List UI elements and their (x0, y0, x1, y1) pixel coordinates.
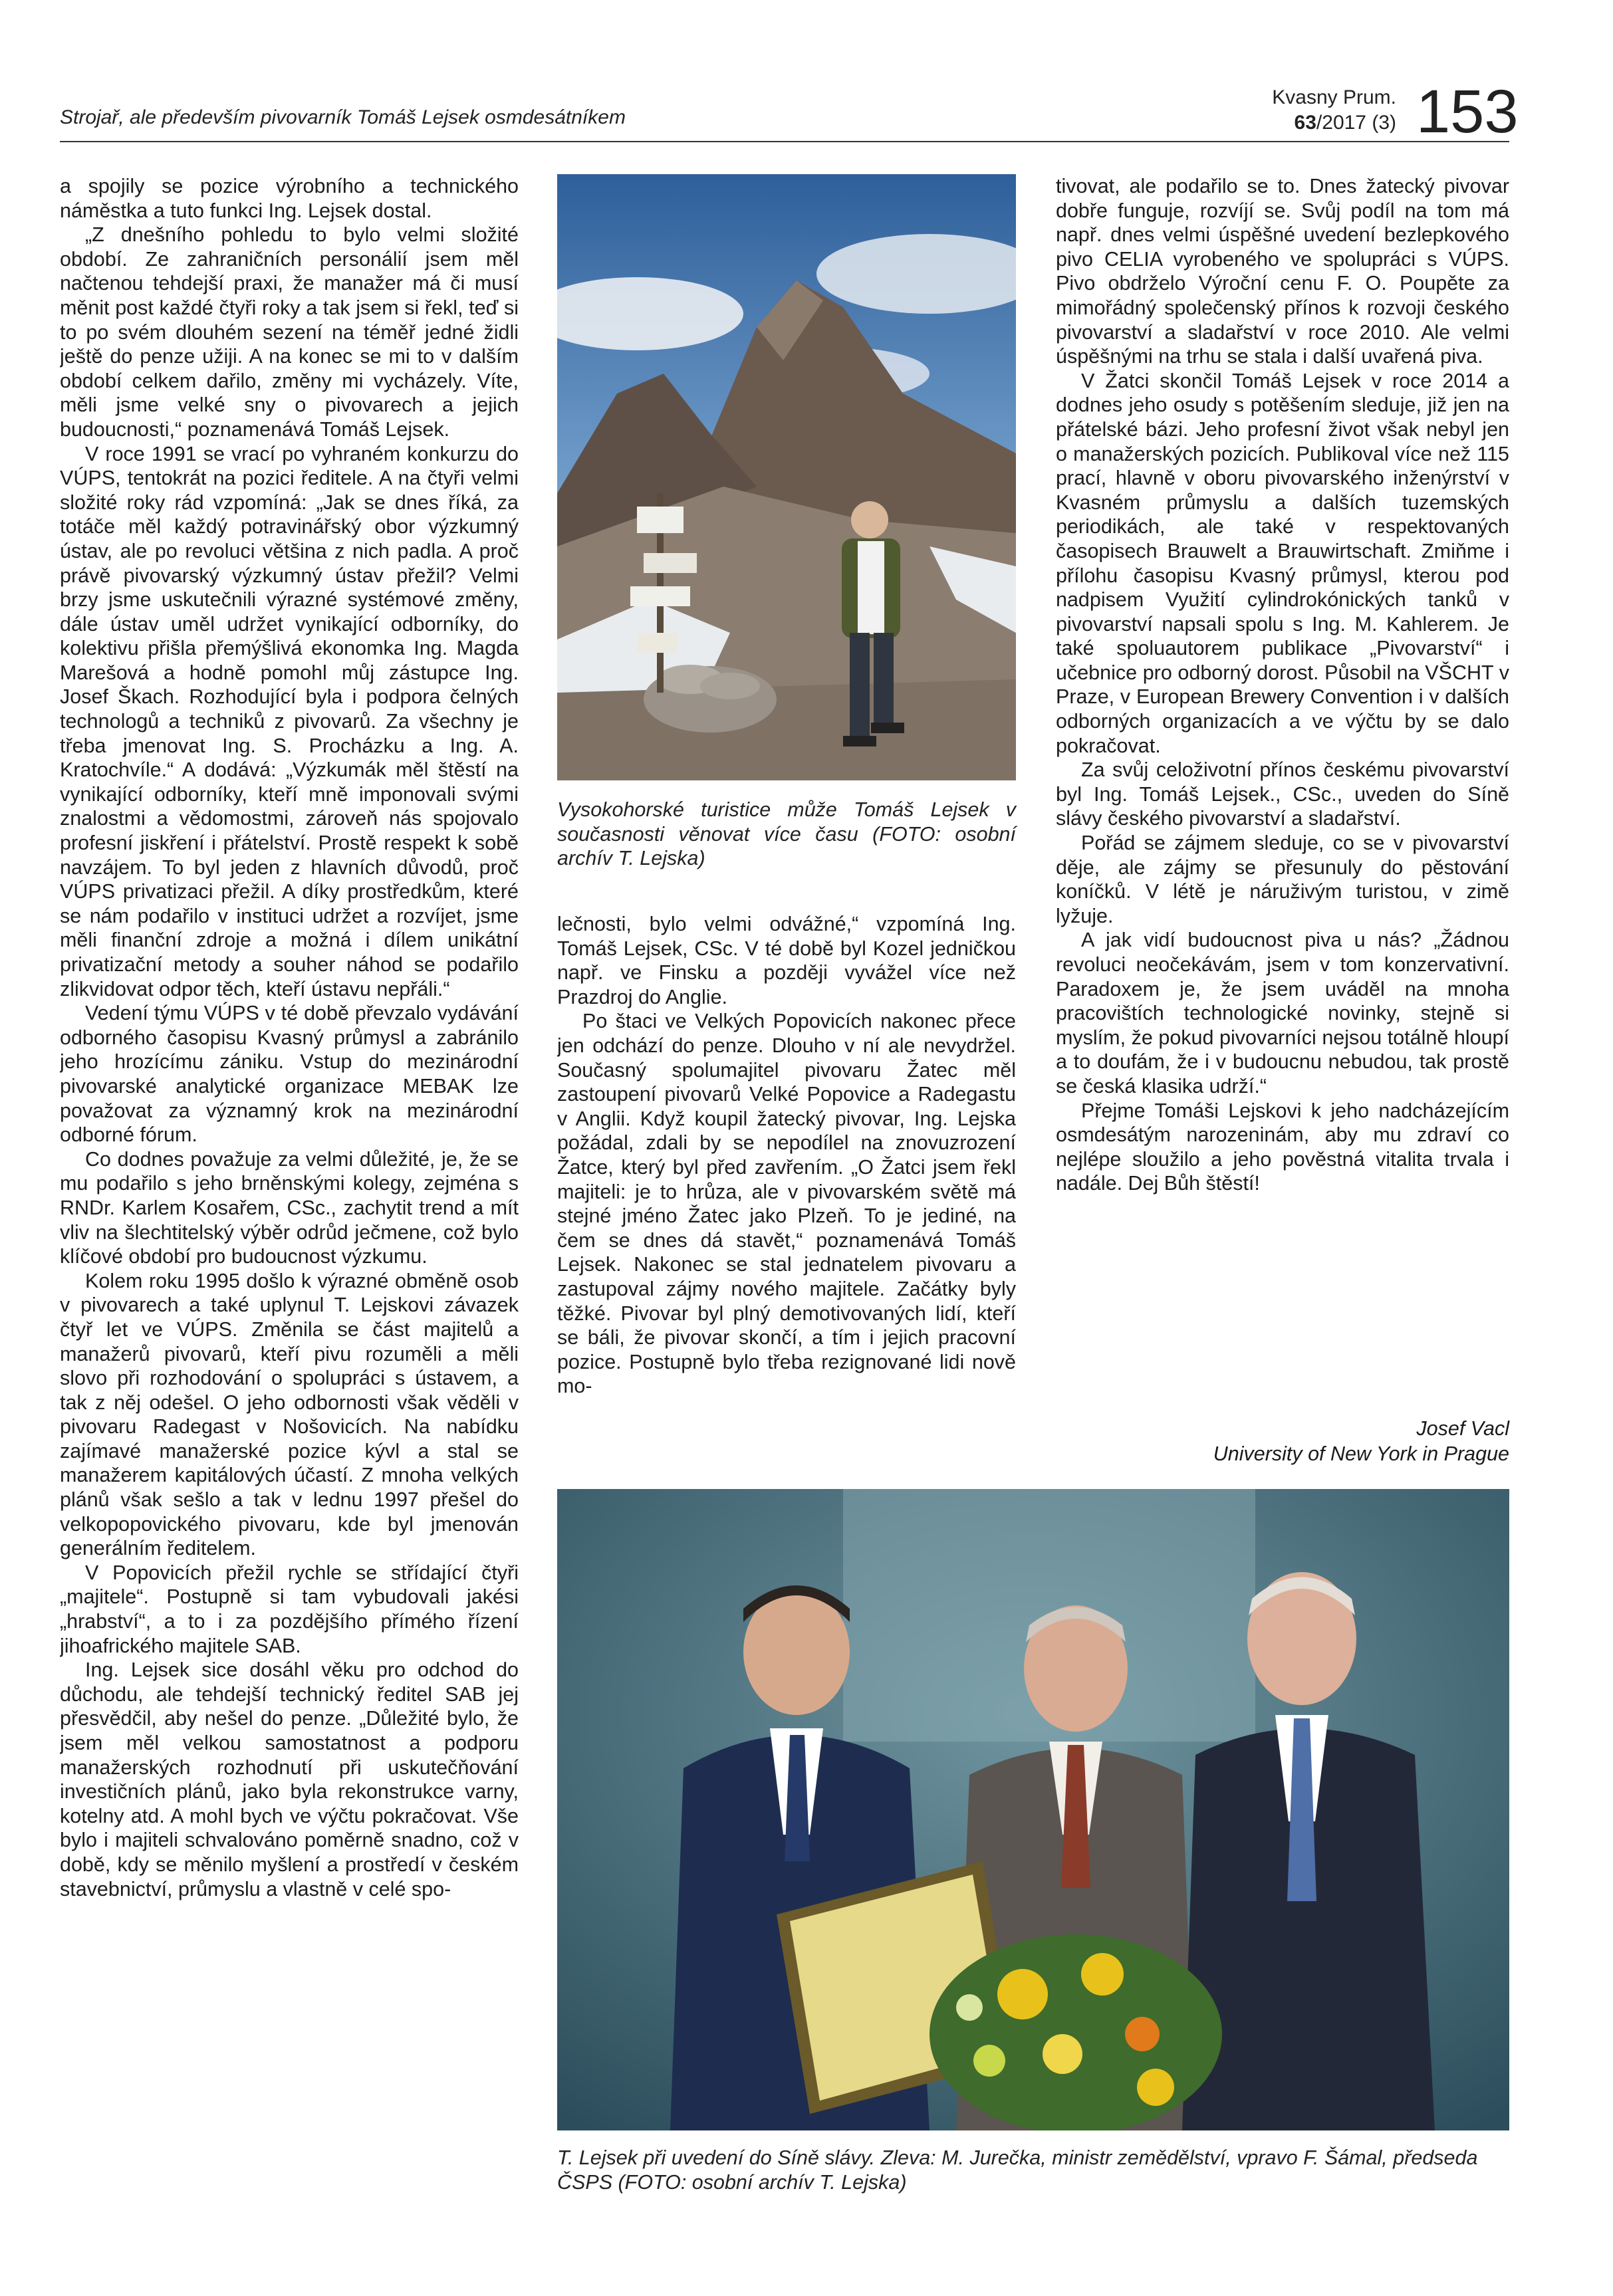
author-name: Josef Vacl (1416, 1417, 1509, 1440)
mountain-photo-illustration (557, 174, 1016, 780)
text-column-left (60, 174, 519, 2235)
paragraph: V roce 1991 se vrací po vyhraném konkurzu do VÚPS, tentokrát na pozici ředitele. A na čtyři velmi složité roky rád vzpomíná: „Jak se dnes říká, za totáče měl každý potravinářský obor výzkumný ústav, ale po revoluci většina z nich padla. A proč právě pivovarský výzkumný ústav přežil? Velmi brzy jsme uskutečnili výrazné systémové změny, dále ústav uměl udržet vynikající odborníky, do kolektivu přišla přemýšlivá ekonomka Ing. Magda Marešová a hodně pomohl můj zástupce Ing. Josef Škach. Rozhodující byla i podpora čelných technologů a techniků z pivovarů. Za všechny je třeba jmenovat Ing. S. Procházku a Ing. A. Kratochvíle.“ A dodává: „Výzkumák měl štěstí na vynikající odborníky, kteří mně imponovali svými znalostmi a vědomostmi, zároveň nás spojovalo profesní jiskření i přátelství. Prostě respekt k sobě navzájem. To byl jeden z hlavních důvodů, proč VÚPS privatizaci přežil. A díky prostředkům, které se nám podařilo v instituci udržet a rozvíjet, jsme měli finanční zdroje a možná i dílem unikátní privatizační metody a souher náhod se podařilo zlikvidovat odpor těch, kteří ústavu nepřáli.“ (60, 442, 519, 1000)
paragraph: A jak vidí budoucnost piva u nás? „Žádnou revoluci neočekávám, jsem v tom konzervativní. Paradoxem je, že jsem uváděl na mnoha pracovištích technologické novinky, stejně si myslím, že pokud pivovarníci nejsou totálně hloupí a to doufám, že i v budoucnu nebudou, tak prostě se česká klasika udrží.“ (1056, 929, 1509, 1097)
article-signature (1056, 1416, 1509, 1466)
page-number: 153 (1416, 78, 1519, 146)
text-column-right (1056, 174, 1509, 1417)
journal-issue-number: /2017 (3) (1316, 112, 1396, 134)
ceremony-photo-illustration (557, 1489, 1509, 2130)
paragraph: Vedení týmu VÚPS v té době převzalo vydávání odborného časopisu Kvasný průmysl a zabránilo jeho hrozícímu zániku. Vstup do mezinárodní pivovarské analytické organizace MEBAK lze považovat za významný krok na mezinárodní odborné fórum. (60, 1002, 519, 1147)
paragraph: V Žatci skončil Tomáš Lejsek v roce 2014 a dodnes jeho osudy s potěšením sleduje, již jen na přátelské bázi. Jeho profesní život však nebyl jen o manažerských pozicích. Publikoval více než 115 prací, hlavně v oboru pivovarského inženýrství v Kvasném průmyslu a dalších tuzemských periodikách, ale také v respektovaných časopisech Brauwelt a Brauwirtschaft. Zmiňme i přílohu časopisu Kvasný průmysl, kterou pod nadpisem Využití cylindrokónických tanků v pivovarství napsali spolu s Ing. M. Kahlerem. Je také spoluautorem publikace „Pivovarství“ i učebnice pro odborný dorost. Působil na VŠCHT v Praze, v European Brewery Convention i v dalších odborných organizacích a ve výčtu by se dalo pokračovat. (1056, 369, 1509, 757)
author-affiliation: University of New York in Prague (1213, 1442, 1509, 1465)
running-title: Strojař, ale především pivovarník Tomáš Lejsek osmdesátníkem (60, 106, 626, 128)
text-column-middle (557, 912, 1016, 1477)
paragraph: Pořád se zájmem sleduje, co se v pivovarství děje, ale zájmy se přesunuly do pěstování koníčků. V létě je náruživým turistou, v zimě lyžuje. (1056, 832, 1509, 927)
journal-reference (1197, 85, 1396, 136)
paragraph: Co dodnes považuje za velmi důležité, je, že se mu podařilo s jeho brněnskými kolegy, zejména s RNDr. Karlem Kosařem, CSc., zachytit trend a mít vliv na šlechtitelský výběr odrůd ječmene, což bylo klíčové období pro budoucnost výzkumu. (60, 1147, 519, 1268)
mountain-photo (557, 174, 1016, 780)
paragraph: Za svůj celoživotní přínos českému pivovarství byl Ing. Tomáš Lejsek., CSc., uveden do Síně slávy českého pivovarství a sladařství. (1056, 758, 1509, 830)
header-divider (60, 141, 1509, 142)
ceremony-photo (557, 1489, 1509, 2130)
journal-issue (1197, 110, 1396, 136)
paragraph: lečnosti, bylo velmi odvážné,“ vzpomíná Ing. Tomáš Lejsek, CSc. V té době byl Kozel jedničkou např. ve Finsku a později vyvážel více než Prazdroj do Anglie. (557, 913, 1016, 1008)
paragraph: „Z dnešního pohledu to bylo velmi složité období. Ze zahraničních personálií jsem měl načtenou tehdejší praxi, že manažer má či musí měnit post každé čtyři roky a tak jsem si řekl, teď si to po svém dlouhém sezení na téměř jedné židli ještě do penze užiji. A na konec se mi to v dalším období celkem dařilo, změny mi vycházely. Víte, měli jsme velké sny o pivovarech a jejich budoucnosti,“ poznamenává Tomáš Lejsek. (60, 223, 519, 441)
paragraph: tivovat, ale podařilo se to. Dnes žatecký pivovar dobře funguje, rozvíjí se. Svůj podíl na tom má např. dnes velmi úspěšné uvedení bezlepkového pivo CELIA vyrobeného ve spolupráci s VÚPS. Pivo obdrželo Výroční cenu F. O. Poupěte za mimořádný společenský přínos k rozvoji českého pivovarství a sladařství v roce 2010. Ale velmi úspěšnými na trhu se stala i další uvařená piva. (1056, 175, 1509, 368)
journal-volume: 63 (1294, 112, 1316, 134)
journal-name: Kvasny Prum. (1272, 86, 1396, 108)
paragraph: V Popovicích přežil rychle se střídající čtyři „majitele“. Postupně si tam vybudovali jakési „hrabství“, a to i za pozdějšího přímého řízení jihoafrického majitele SAB. (60, 1561, 519, 1657)
ceremony-photo-caption: T. Lejsek při uvedení do Síně slávy. Zleva: M. Jurečka, ministr zemědělství, vpravo F. Šámal, předseda ČSPS (FOTO: osobní archív T. Lejska) (557, 2146, 1478, 2194)
mountain-photo-caption: Vysokohorské turistice může Tomáš Lejsek v současnosti věnovat více času (FOTO: osobní archív T. Lejska) (557, 798, 1016, 870)
paragraph: Kolem roku 1995 došlo k výrazné obměně osob v pivovarech a také uplynul T. Lejskovi závazek čtyř let ve VÚPS. Změnila se část majitelů a manažerů pivovarů, kteří pivu rozuměli a měli slovo při rozhodování o spolupráci s ústavem, a tak z něj odešel. O jeho odbornosti však věděli v pivovaru Radegast v Nošovicích. Na nabídku zajímavé manažerské pozice kývl a stal se manažerem kapitálových účastí. Z mnoha velkých plánů však sešlo a tak v lednu 1997 přešel do velkopopovického pivovaru, kde byl jmenován generálním ředitelem. (60, 1269, 519, 1560)
paragraph: Po štaci ve Velkých Popovicích nakonec přece jen odchází do penze. Dlouho v ní ale nevydržel. Současný spolumajitel pivovaru Žatec měl zastoupení pivovarů Velké Popovice a Radegastu v Anglii. Když koupil žatecký pivovar, Ing. Lejska požádal, zdali by se nepodílel na znovuzrození Žatce, který byl před zavřením. „O Žatci jsem řekl majiteli: je to hrůza, ale v pivovarském světě má stejné jméno Žatec jako Plzeň. To je jediné, na čem se dnes dá stavět,“ poznamenává Tomáš Lejsek. Nakonec se stal jednatelem pivovaru a zastupoval zájmy nového majitele. Začátky byly těžké. Pivovar byl plný demotivovaných lidí, kteří se báli, že pivovar skončí, a tím i jejich pracovní pozice. Postupně bylo třeba rezignované lidi nově mo- (557, 1010, 1016, 1398)
paragraph: Přejme Tomáši Lejskovi k jeho nadcházejícím osmdesátým narozeninám, aby mu zdraví co nejlépe sloužilo a jeho pověstná vitalita trvala i nadále. Dej Bůh štěstí! (1056, 1099, 1509, 1195)
paragraph: Ing. Lejsek sice dosáhl věku pro odchod do důchodu, ale tehdejší technický ředitel SAB jej přesvědčil, aby nešel do penze. „Důležité bylo, že jsem měl velkou samostatnost a podporu manažerských rozhodnutí při uskutečňování investičních plánů, jako byla rekonstrukce varny, kotelny atd. A mohl bych ve výčtu pokračovat. Vše bylo i majiteli schvalováno poměrně snadno, což v době, kdy se měnilo myšlení a prostředí v českém stavebnictví, průmyslu a vlastně v celé spo- (60, 1659, 519, 1900)
paragraph: a spojily se pozice výrobního a technického náměstka a tuto funkci Ing. Lejsek dostal. (60, 175, 519, 222)
